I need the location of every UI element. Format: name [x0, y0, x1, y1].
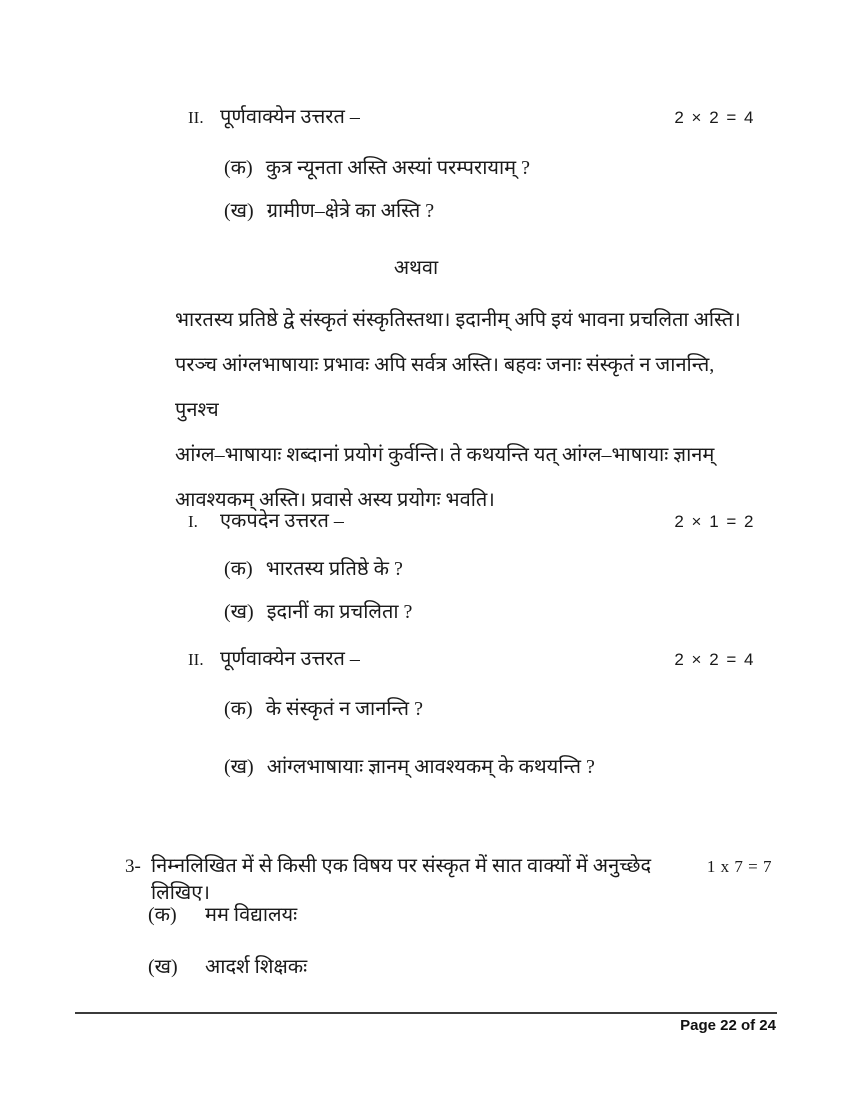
section-numeral: II.: [188, 108, 204, 127]
option-label: (ख): [224, 756, 254, 778]
sub-question: [224, 696, 755, 722]
topic-option: [148, 954, 755, 980]
passage-line: आवश्यकम् अस्ति। प्रवासे अस्य प्रयोगः भवति।: [175, 489, 495, 511]
sub-question: [224, 155, 755, 181]
section-heading: पूर्णवाक्येन उत्तरत –: [220, 106, 360, 128]
topic-option: [148, 902, 755, 928]
option-label: (क): [148, 904, 177, 926]
section-heading-row: [188, 646, 755, 672]
section-heading: एकपदेन उत्तरत –: [220, 510, 344, 532]
question-text: इदानीं का प्रचलिता ?: [266, 601, 413, 623]
passage: [175, 298, 745, 523]
question-3-row: [125, 851, 772, 905]
section-heading: पूर्णवाक्येन उत्तरत –: [220, 648, 360, 670]
question-text: ग्रामीण–क्षेत्रे का अस्ति ?: [266, 200, 435, 222]
section-numeral: I.: [188, 512, 198, 531]
topic-text: मम विद्यालयः: [205, 904, 298, 926]
question-text: निम्नलिखित में से किसी एक विषय पर संस्कृत में सात वाक्यों में अनुच्छेद लिखिए।: [151, 855, 652, 904]
section-numeral: II.: [188, 650, 204, 669]
sub-question: [224, 599, 755, 625]
option-label: (ख): [148, 956, 178, 978]
passage-line: परञ्च आंग्लभाषायाः प्रभावः अपि सर्वत्र अस्ति। बहवः जनाः संस्कृतं न जानन्ति, पुनश्च: [175, 354, 715, 421]
option-label: (क): [224, 698, 253, 720]
option-label: (ख): [224, 601, 254, 623]
sub-question: [224, 556, 755, 582]
option-label: (ख): [224, 200, 254, 222]
topic-text: आदर्श शिक्षकः: [205, 956, 308, 978]
question-text: के संस्कृतं न जानन्ति ?: [265, 698, 423, 720]
marks-value: 2 × 2 = 4: [674, 650, 755, 669]
marks-value: 2 × 1 = 2: [674, 512, 755, 531]
option-label: (क): [224, 558, 253, 580]
sub-question: [224, 198, 755, 224]
marks-value: 1 x 7 = 7: [706, 857, 772, 876]
question-text: कुत्र न्यूनता अस्ति अस्यां परम्परायाम् ?: [265, 157, 531, 179]
section-heading-row: [188, 104, 755, 130]
option-label: (क): [224, 157, 253, 179]
passage-line: भारतस्य प्रतिष्ठे द्वे संस्कृतं संस्कृतिस्तथा। इदानीम् अपि इयं भावना प्रचलिता अस्ति।: [175, 309, 741, 331]
section-heading-row: [188, 508, 755, 534]
question-text: भारतस्य प्रतिष्ठे के ?: [265, 558, 403, 580]
footer-rule: [75, 1012, 777, 1014]
passage-line: आंग्ल–भाषायाः शब्दानां प्रयोगं कुर्वन्ति। ते कथयन्ति यत् आंग्ल–भाषायाः ज्ञानम्: [175, 444, 715, 466]
question-text: आंग्लभाषायाः ज्ञानम् आवश्यकम् के कथयन्ति ?: [266, 756, 595, 778]
marks-value: 2 × 2 = 4: [674, 108, 755, 127]
page-number: Page 22 of 24: [680, 1017, 776, 1034]
sub-question: [224, 754, 755, 780]
or-divider: अथवा: [393, 257, 439, 279]
question-number: 3-: [125, 856, 141, 877]
